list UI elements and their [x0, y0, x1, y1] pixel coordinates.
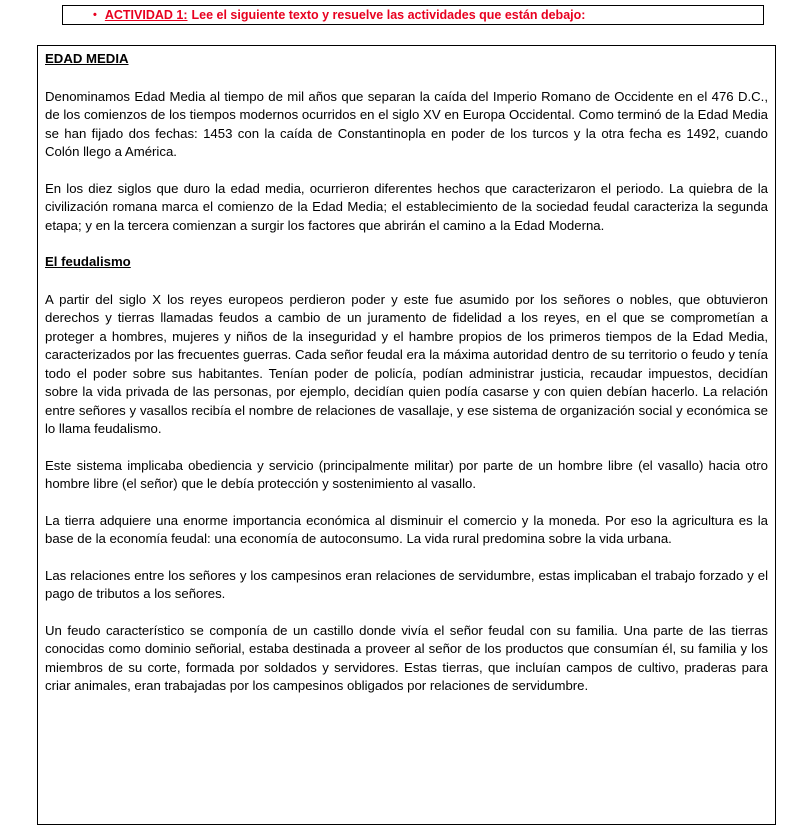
- reading-title: EDAD MEDIA: [45, 51, 129, 66]
- paragraph: Las relaciones entre los señores y los campesinos eran relaciones de servidumbre, estas implicaban el trabajo forzado y el pago de tributos a los señores.: [45, 567, 768, 601]
- paragraph: Este sistema implicaba obediencia y servicio (principalmente militar) por parte de un hombre libre (el vasallo) hacia otro hombre libre (el señor) que le debía protección y sostenimiento al vasallo.: [45, 457, 768, 491]
- section-subtitle: El feudalismo: [45, 254, 131, 269]
- paragraph: A partir del siglo X los reyes europeos perdieron poder y este fue asumido por los señores o nobles, que obtuvieron derechos y tierras llamadas feudos a cambio de un juramento de fidelidad a los reyes, en el que se comprometían a proteger a hombres, mujeres y niños de la inseguridad y el hambre propios de los primeros tiempos de la Edad Media, caracterizados por las frecuentes guerras. Cada señor feudal era la máxima autoridad dentro de su territorio o feudo y tenía todo el poder sobre sus habitantes. Tenían poder de policía, podían administrar justicia, recaudar impuestos, decidían sobre la vida privada de las personas, por ejemplo, decidían quien podía casarse y con quien debían hacerlo. La relación entre señores y vasallos recibía el nombre de relaciones de vasallaje, y ese sistema de organización social y económica se lo llama feudalismo.: [45, 291, 768, 436]
- paragraph: Denominamos Edad Media al tiempo de mil años que separan la caída del Imperio Romano de Occidente en el 476 D.C., de los comienzos de los tiempos modernos ocurridos en el siglo XV en Europa Occidental. Como terminó de la Edad Media se han fijado dos fechas: 1453 con la caída de Constantinopla en poder de los turcos y la otra fecha es 1492, cuando Colón llego a América.: [45, 88, 768, 159]
- activity-instruction: Lee el siguiente texto y resuelve las actividades que están debajo:: [191, 8, 586, 22]
- paragraph: En los diez siglos que duro la edad media, ocurrieron diferentes hechos que caracterizaron el periodo. La quiebra de la civilización romana marca el comienzo de la Edad Media; el establecimiento de la sociedad feudal caracteriza la segunda etapa; y en la tercera comienzan a surgir los factores que abrirán el camino a la Edad Moderna.: [45, 180, 768, 233]
- activity-label: ACTIVIDAD 1:: [104, 8, 188, 22]
- bullet-icon: •: [93, 9, 97, 21]
- paragraph: La tierra adquiere una enorme importancia económica al disminuir el comercio y la moneda. Por eso la agricultura es la base de la economía feudal: una economía de autoconsumo. La vida rural predomina sobre la vida urbana.: [45, 512, 768, 546]
- activity-header: [62, 5, 764, 25]
- reading-text-box: [37, 45, 776, 825]
- paragraph: Un feudo característico se componía de un castillo donde vivía el señor feudal con su familia. Una parte de las tierras conocidas como dominio señorial, estaba destinada a proveer al señor de los productos que consumían él, su familia y los miembros de su corte, formada por soldados y servidores. Estas tierras, que incluían campos de cultivo, praderas para criar animales, eran trabajadas por los campesinos obligados por relaciones de servidumbre.: [45, 622, 768, 693]
